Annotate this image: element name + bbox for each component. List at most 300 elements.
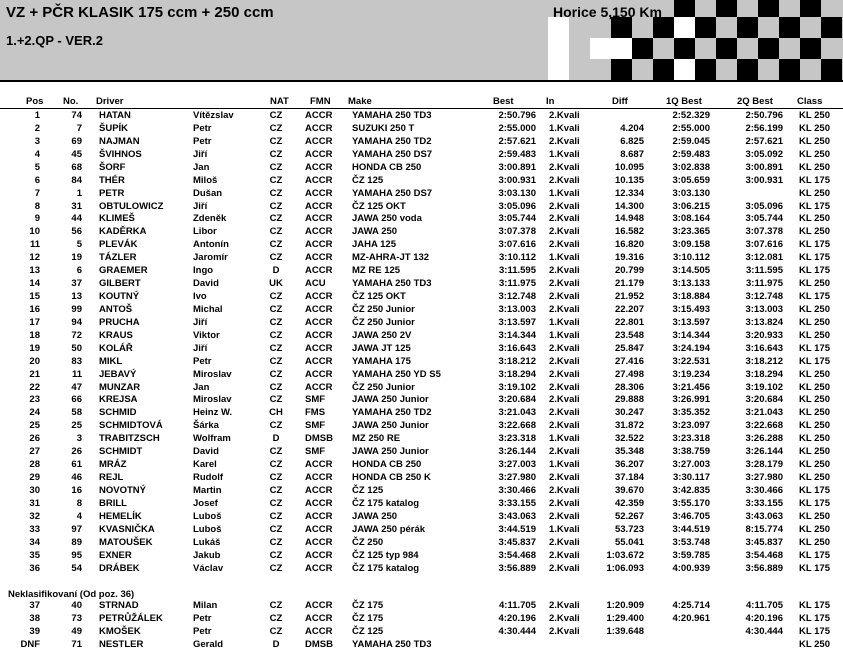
make-cell: HONDA CB 250 [352,459,422,471]
q1-best-cell: 3:26.991 [672,394,710,406]
driver-surname-cell: KVASNIČKA [99,523,155,535]
q1-best-cell: 3:23.365 [672,226,710,238]
diff-cell: 21.179 [614,278,644,290]
col-pos: Pos [26,96,44,107]
nat-cell: CZ [269,459,283,471]
diff-cell: 27.416 [614,355,644,367]
driver-surname-cell: PETR [99,187,125,199]
driver-firstname-cell: Jiří [193,342,208,354]
checker-square [779,17,800,38]
driver-surname-cell: MUNZAR [99,381,141,393]
session-cell: 2.Kvali [549,291,580,303]
checker-square [737,59,758,80]
q2-best-cell: 2:50.796 [745,110,783,121]
nat-cell: CZ [269,536,283,548]
number-cell: 13 [71,291,82,303]
q2-best-cell: 4:11.705 [746,600,783,611]
driver-surname-cell: HEMELÍK [99,510,142,522]
pos-cell: 27 [29,446,40,458]
q2-best-cell: 3:12.748 [745,291,783,303]
driver-surname-cell: PETRŮŽÁLEK [99,612,163,624]
session-cell: 1.Kvali [549,122,580,134]
col-class: Class [797,96,823,107]
table-row [0,394,843,407]
driver-surname-cell: MRÁZ [99,459,127,471]
table-row [0,110,843,123]
col-nat: NAT [270,96,289,107]
class-cell: KL 250 [799,638,830,650]
class-cell: KL 175 [799,562,830,574]
col-in: In [546,96,555,107]
q2-best-cell: 3:11.595 [746,265,783,277]
q1-best-cell: 2:59.045 [672,135,710,147]
driver-firstname-cell: Lukáš [193,536,221,548]
session-cell: 2.Kvali [549,265,580,277]
best-time-cell: 3:45.837 [498,536,536,548]
session-cell: 2.Kvali [549,549,580,561]
fmn-cell: ACCR [305,329,333,341]
number-cell: 54 [71,562,82,574]
checker-square [674,0,695,17]
diff-cell: 25.847 [614,342,644,354]
driver-firstname-cell: Ivo [193,291,207,303]
diff-cell: 31.872 [614,420,644,432]
q2-best-cell: 3:16.643 [745,342,783,354]
class-cell: KL 175 [799,549,830,561]
make-cell: JAWA 250 pérák [352,523,426,535]
q1-best-cell: 3:19.234 [672,368,710,380]
checker-square [632,38,653,59]
pos-cell: 9 [34,213,40,225]
best-time-cell: 3:05.744 [498,213,536,225]
best-time-cell: 3:19.102 [498,381,536,393]
number-cell: 37 [71,278,82,290]
driver-surname-cell: GRAEMER [99,265,148,277]
number-cell: 66 [71,394,82,406]
make-cell: JAWA 250 voda [352,213,422,225]
best-time-cell: 2:50.796 [498,110,536,121]
driver-surname-cell: HATAN [99,110,131,121]
fmn-cell: ACCR [305,122,333,134]
pos-cell: 37 [29,600,40,611]
table-row [0,459,843,472]
number-cell: 84 [71,174,82,186]
make-cell: JAWA 250 Junior [352,394,429,406]
class-cell: KL 175 [799,600,830,611]
best-time-cell: 3:14.344 [498,329,536,341]
class-cell: KL 250 [799,446,830,458]
diff-cell: 29.888 [614,394,644,406]
driver-firstname-cell: Jiří [193,148,208,160]
driver-firstname-cell: Heinz W. [193,407,233,419]
make-cell: JAWA 250 Junior [352,446,429,458]
class-cell: KL 250 [799,213,830,225]
q1-best-cell: 3:23.318 [672,433,710,445]
best-time-cell: 3:27.980 [498,472,536,484]
fmn-cell: ACCR [305,536,333,548]
driver-firstname-cell: Jan [193,381,210,393]
make-cell: JAWA 250 [352,510,398,522]
driver-firstname-cell: Dušan [193,187,223,199]
class-cell: KL 175 [799,200,830,212]
session-cell: 1.Kvali [549,433,580,445]
nat-cell: CZ [269,355,283,367]
driver-surname-cell: ANTOŠ [99,303,133,315]
diff-cell: 30.247 [614,407,644,419]
make-cell: ČZ 175 katalog [352,497,420,509]
make-cell: ČZ 250 [352,536,384,548]
pos-cell: 12 [29,252,40,264]
table-row [0,498,843,511]
checker-square [758,38,779,59]
class-cell: KL 250 [799,394,830,406]
table-row [0,136,843,149]
session-cell: 1.Kvali [549,148,580,160]
driver-firstname-cell: Viktor [193,329,220,341]
pos-cell: 24 [29,407,40,419]
session-cell: 2.Kvali [549,420,580,432]
driver-firstname-cell: Jakub [193,549,221,561]
driver-surname-cell: NESTLER [99,638,144,650]
nat-cell: CZ [269,161,283,173]
fmn-cell: ACCR [305,600,333,611]
nat-cell: D [272,265,280,277]
fmn-cell: ACCR [305,148,333,160]
pos-cell: 39 [29,625,40,637]
driver-surname-cell: ŠORF [99,161,126,173]
session-cell: 2.Kvali [549,446,580,458]
q2-best-cell: 3:07.378 [745,226,783,238]
nat-cell: CZ [269,291,283,303]
pos-cell: 2 [34,122,40,134]
session-cell: 2.Kvali [549,510,580,522]
session-cell: 2.Kvali [549,612,580,624]
session-cell: 2.Kvali [549,342,580,354]
q1-best-cell: 3:15.493 [672,303,710,315]
driver-surname-cell: DRÁBEK [99,562,140,574]
class-cell: KL 250 [799,110,830,121]
checker-square [737,17,758,38]
checker-square [779,59,800,80]
driver-surname-cell: NOVOTNÝ [99,484,146,496]
nat-cell: CZ [269,625,283,637]
driver-surname-cell: JEBAVÝ [99,368,137,380]
best-time-cell: 3:43.063 [498,510,536,522]
nat-cell: CZ [269,562,283,574]
number-cell: 3 [76,433,82,445]
diff-cell: 1:03.672 [606,549,644,561]
pos-cell: 8 [34,200,40,212]
session-cell: 2.Kvali [549,381,580,393]
q1-best-cell: 3:14.505 [672,265,710,277]
session-cell: 1.Kvali [549,316,580,328]
number-cell: 8 [76,497,82,509]
number-cell: 44 [71,213,82,225]
driver-firstname-cell: Vítězslav [193,110,234,121]
diff-cell: 52.267 [614,510,644,522]
q2-best-cell: 3:54.468 [745,549,783,561]
diff-cell: 32.522 [614,433,644,445]
nat-cell: CZ [269,549,283,561]
nat-cell: CZ [269,368,283,380]
best-time-cell: 3:27.003 [498,459,536,471]
pos-cell: 25 [29,420,40,432]
best-time-cell: 3:20.684 [498,394,536,406]
session-cell: 2.Kvali [549,625,580,637]
number-cell: 26 [71,446,82,458]
class-cell: KL 250 [799,381,830,393]
nat-cell: CZ [269,446,283,458]
class-cell: KL 250 [799,407,830,419]
driver-firstname-cell: Jaromír [193,252,228,264]
diff-cell: 35.348 [614,446,644,458]
pos-cell: 18 [29,329,40,341]
number-cell: 1 [76,187,82,199]
diff-cell: 22.801 [614,316,644,328]
table-row [0,600,843,613]
session-cell: 2.Kvali [549,407,580,419]
diff-cell: 14.300 [614,200,644,212]
number-cell: 49 [71,625,82,637]
make-cell: ČZ 250 Junior [352,316,415,328]
nat-cell: CZ [269,122,283,134]
number-cell: 16 [71,484,82,496]
diff-cell: 10.135 [614,174,644,186]
q2-best-cell: 3:11.975 [746,278,783,290]
header-divider [0,80,843,82]
session-cell: 1.Kvali [549,329,580,341]
driver-firstname-cell: Petr [193,355,212,367]
pos-cell: 35 [29,549,40,561]
fmn-cell: DMSB [305,433,333,445]
nat-cell: CZ [269,420,283,432]
q1-best-cell: 4:00.939 [672,562,710,574]
table-row [0,330,843,343]
q2-best-cell: 3:30.466 [745,484,783,496]
number-cell: 58 [71,407,82,419]
driver-surname-cell: SCHMIDT [99,446,143,458]
checker-square [800,0,821,17]
diff-cell: 39.670 [614,484,644,496]
diff-cell: 1:20.909 [606,600,644,611]
nat-cell: CZ [269,600,283,611]
q1-best-cell: 3:03.130 [672,187,710,199]
make-cell: ČZ 175 katalog [352,562,420,574]
nat-cell: CZ [269,523,283,535]
number-cell: 47 [71,381,82,393]
q2-best-cell: 3:13.824 [745,316,783,328]
table-row [0,639,843,652]
driver-surname-cell: EXNER [99,549,132,561]
pos-cell: 34 [29,536,40,548]
fmn-cell: ACCR [305,484,333,496]
best-time-cell: 3:03.130 [498,187,536,199]
nat-cell: CZ [269,200,283,212]
table-header [0,96,843,109]
nat-cell: D [272,433,280,445]
make-cell: MZ-AHRA-JT 132 [352,252,430,264]
table-row [0,317,843,330]
diff-cell: 1:06.093 [606,562,644,574]
table-row [0,278,843,291]
driver-firstname-cell: David [193,278,219,290]
make-cell: YAMAHA 250 YD S5 [352,368,441,380]
checker-square [611,59,632,80]
q1-best-cell: 3:13.597 [672,316,710,328]
make-cell: JAWA JT 125 [352,342,411,354]
make-cell: JAHA 125 [352,239,397,251]
diff-cell: 14.948 [614,213,644,225]
nat-cell: CZ [269,329,283,341]
q2-best-cell: 3:13.003 [745,303,783,315]
q2-best-cell: 4:30.444 [745,625,783,637]
diff-cell: 6.825 [620,135,644,147]
fmn-cell: ACCR [305,110,333,121]
nat-cell: CZ [269,148,283,160]
class-cell: KL 250 [799,368,830,380]
fmn-cell: ACCR [305,213,333,225]
diff-cell: 19.316 [614,252,644,264]
fmn-cell: DMSB [305,638,333,650]
q1-best-cell: 2:52.329 [672,110,710,121]
nat-cell: CZ [269,135,283,147]
pos-cell: 28 [29,459,40,471]
q2-best-cell: 3:43.063 [745,510,783,522]
fmn-cell: ACCR [305,459,333,471]
col-driver: Driver [96,96,124,107]
driver-firstname-cell: Antonín [193,239,229,251]
class-cell: KL 250 [799,523,830,535]
number-cell: 71 [71,638,82,650]
pos-cell: 6 [34,174,40,186]
class-cell: KL 250 [799,536,830,548]
session-cell: 2.Kvali [549,239,580,251]
fmn-cell: ACCR [305,161,333,173]
fmn-cell: ACCR [305,265,333,277]
driver-firstname-cell: Wolfram [193,433,231,445]
class-cell: KL 250 [799,459,830,471]
number-cell: 74 [71,110,82,121]
class-cell: KL 250 [799,420,830,432]
col-make: Make [348,96,372,107]
best-time-cell: 3:10.112 [499,252,536,264]
pos-cell: 10 [29,226,40,238]
q2-best-cell: 3:26.288 [745,433,783,445]
checker-square [758,0,779,17]
driver-surname-cell: KOUTNÝ [99,291,140,303]
q1-best-cell: 3:59.785 [672,549,710,561]
q1-best-cell: 3:18.884 [672,291,710,303]
pos-cell: 1 [34,110,40,121]
pos-cell: 30 [29,484,40,496]
nat-cell: CZ [269,252,283,264]
q2-best-cell: 4:20.196 [745,612,783,624]
col-1q-best: 1Q Best [666,96,702,107]
q2-best-cell: 3:56.889 [745,562,783,574]
best-time-cell: 3:56.889 [498,562,536,574]
q2-best-cell: 3:05.096 [745,200,783,212]
table-row [0,226,843,239]
session-cell: 2.Kvali [549,472,580,484]
session-cell: 2.Kvali [549,368,580,380]
number-cell: 73 [71,612,82,624]
class-cell: KL 250 [799,303,830,315]
fmn-cell: ACCR [305,368,333,380]
fmn-cell: ACCR [305,187,333,199]
make-cell: ČZ 125 OKT [352,200,406,212]
fmn-cell: ACCR [305,239,333,251]
fmn-cell: ACCR [305,252,333,264]
number-cell: 72 [71,329,82,341]
driver-surname-cell: SCHMID [99,407,137,419]
fmn-cell: ACCR [305,174,333,186]
table-row [0,369,843,382]
checker-square [716,38,737,59]
driver-firstname-cell: Ingo [193,265,214,277]
table-row [0,511,843,524]
diff-cell: 4.204 [620,122,644,134]
number-cell: 89 [71,536,82,548]
make-cell: ČZ 125 [352,625,384,637]
table-row [0,239,843,252]
make-cell: YAMAHA 250 DS7 [352,148,433,160]
checker-square [695,17,716,38]
best-time-cell: 3:00.891 [498,161,536,173]
table-row [0,304,843,317]
driver-surname-cell: TRABITZSCH [99,433,160,445]
q2-best-cell: 3:20.684 [745,394,783,406]
best-time-cell: 3:54.468 [498,549,536,561]
driver-surname-cell: KREJSA [99,394,138,406]
best-time-cell: 3:11.595 [499,265,536,277]
pos-cell: 20 [29,355,40,367]
q2-best-cell: 3:05.092 [745,148,783,160]
best-time-cell: 2:55.000 [498,122,536,134]
pos-cell: 5 [34,161,40,173]
number-cell: 45 [71,148,82,160]
class-cell: KL 250 [799,161,830,173]
table-row [0,291,843,304]
q1-best-cell: 3:05.659 [672,174,710,186]
header-banner [0,0,843,82]
q2-best-cell: 3:18.212 [745,355,783,367]
session-cell: 2.Kvali [549,484,580,496]
driver-firstname-cell: Miroslav [193,368,232,380]
driver-firstname-cell: Jiří [193,316,208,328]
q1-best-cell: 2:59.483 [672,148,710,160]
q1-best-cell: 3:55.170 [672,497,710,509]
table-row [0,201,843,214]
diff-cell: 21.952 [614,291,644,303]
make-cell: HONDA CB 250 [352,161,422,173]
table-row [0,626,843,639]
make-cell: JAWA 250 2V [352,329,412,341]
best-time-cell: 3:13.003 [498,303,536,315]
pos-cell: 22 [29,381,40,393]
number-cell: 94 [71,316,82,328]
checker-square [590,38,611,59]
session-cell: 2.Kvali [549,278,580,290]
q2-best-cell: 3:27.980 [745,472,783,484]
fmn-cell: ACCR [305,316,333,328]
make-cell: ČZ 250 Junior [352,381,415,393]
driver-surname-cell: ŠVIHNOS [99,148,142,160]
unclassified-heading: Neklasifikovaní (Od poz. 36) [8,589,135,600]
nat-cell: CZ [269,497,283,509]
make-cell: ČZ 125 typ 984 [352,549,419,561]
session-cell: 2.Kvali [549,213,580,225]
q2-best-cell: 8:15.774 [745,523,783,535]
